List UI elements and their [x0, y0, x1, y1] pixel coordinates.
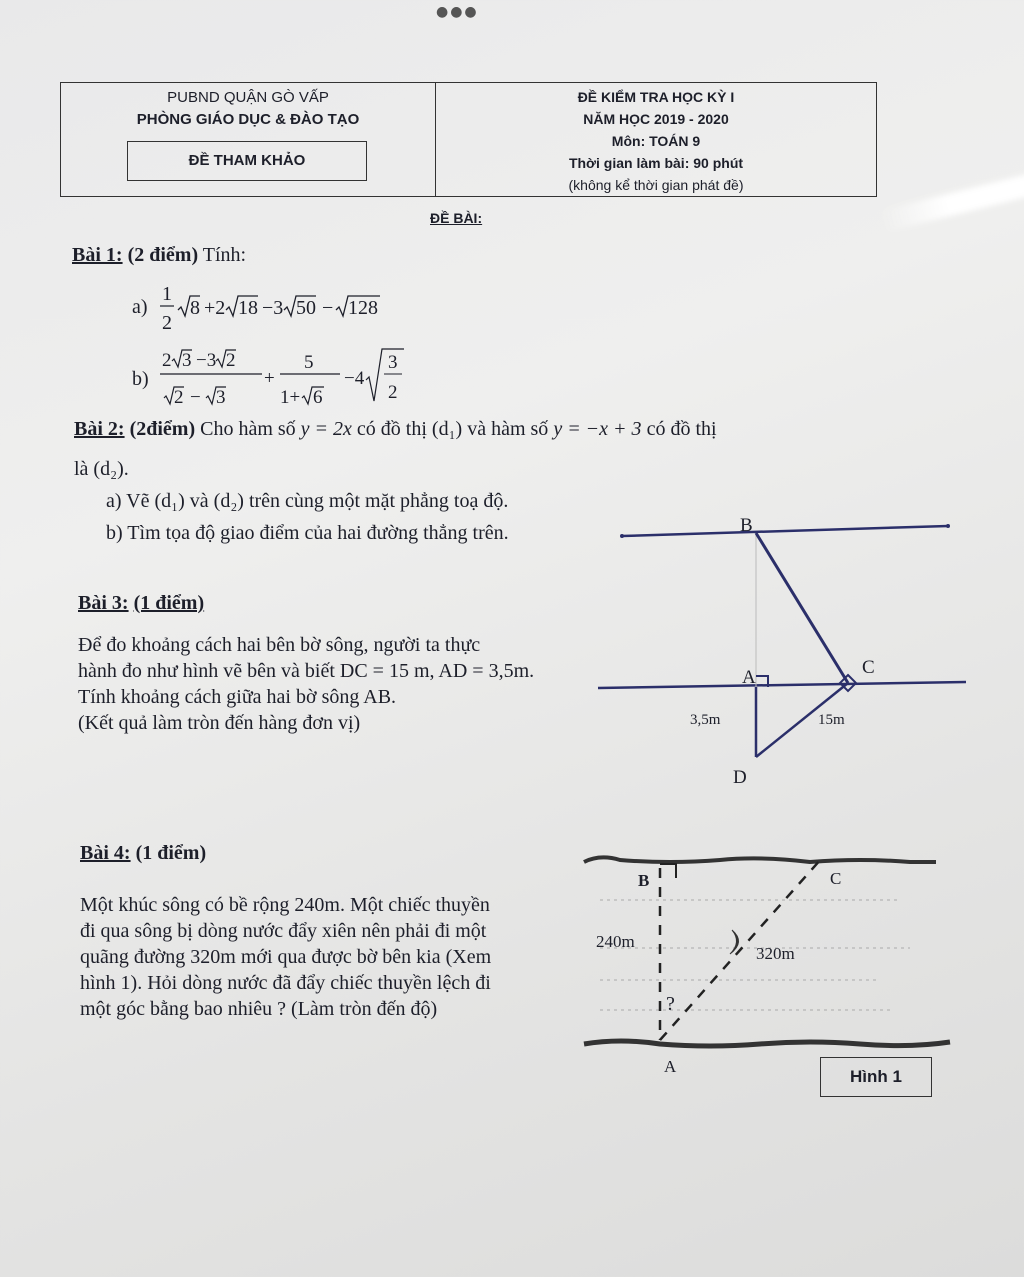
- district-name: PUBND QUẬN GÒ VẤP: [167, 89, 329, 106]
- svg-text:3: 3: [182, 350, 192, 371]
- svg-text:+: +: [264, 368, 275, 389]
- bai2-text3: có đồ thị: [646, 418, 717, 440]
- header-left: [61, 83, 436, 196]
- svg-text:2: 2: [226, 350, 236, 371]
- window-dots: ●●●: [436, 4, 479, 20]
- bai1-b-label: b): [132, 368, 149, 390]
- bai4-points: (1 điểm): [135, 842, 207, 864]
- bai1-b-expression: [160, 342, 420, 408]
- label-ad-length: 3,5m: [690, 712, 721, 728]
- svg-text:1+: 1+: [280, 387, 301, 408]
- section-heading: ĐỀ BÀI:: [430, 210, 483, 226]
- bai1-heading: [72, 244, 246, 267]
- svg-text:−3: −3: [262, 297, 284, 319]
- label-d: D: [733, 767, 747, 788]
- bai4-line3: quãng đường 320m mới qua được bờ bên kia (Xem: [80, 946, 492, 968]
- svg-text:−4: −4: [344, 368, 365, 389]
- label-distance: 320m: [756, 944, 795, 963]
- bai1-points: (2 điểm): [127, 244, 199, 266]
- svg-text:3: 3: [216, 387, 226, 408]
- svg-text:2: 2: [162, 350, 172, 371]
- bank-line-bottom: [598, 682, 966, 688]
- bai2-text2: có đồ thị (d₁) và hàm số: [356, 418, 549, 440]
- reference-badge: ĐỀ THAM KHẢO: [127, 141, 367, 181]
- label-a: A: [742, 667, 756, 688]
- svg-text:18: 18: [238, 297, 258, 319]
- subject: Môn: TOÁN 9: [611, 133, 701, 149]
- svg-text:−: −: [190, 387, 201, 408]
- svg-text:128: 128: [348, 297, 378, 319]
- bai3-line4: (Kết quả làm tròn đến hàng đơn vị): [78, 712, 361, 734]
- bai3-line2: hành đo như hình vẽ bên và biết DC = 15 m, AD = 3,5m.: [78, 660, 535, 682]
- label-a: A: [664, 1057, 677, 1076]
- bai3-line1: Để đo khoảng cách hai bên bờ sông, người ta thực: [78, 634, 481, 656]
- duration-note: (không kể thời gian phát đề): [568, 177, 744, 193]
- bank-line-top: [622, 526, 948, 536]
- bai4-heading: [80, 842, 206, 865]
- svg-text:2: 2: [174, 387, 184, 408]
- exam-header: [60, 82, 877, 197]
- bai2-function-1: y = 2x: [300, 418, 352, 440]
- bai4-line4: hình 1). Hỏi dòng nước đã đẩy chiếc thuyền lệch đi: [80, 972, 491, 994]
- school-year: NĂM HỌC 2019 - 2020: [583, 111, 729, 127]
- bai1-a-label: a): [132, 296, 148, 318]
- bai2-function-2: y = −x + 3: [553, 418, 642, 440]
- bai3-points: (1 điểm): [133, 592, 205, 614]
- segment-bc: [756, 533, 848, 683]
- right-angle-b: [660, 864, 676, 878]
- bai4-title: Bài 4:: [80, 842, 131, 864]
- label-b: B: [638, 871, 650, 890]
- department-name: PHÒNG GIÁO DỤC & ĐÀO TẠO: [136, 111, 360, 128]
- exam-title: ĐỀ KIỂM TRA HỌC KỲ I: [577, 89, 735, 105]
- bai2-part-a: a) Vẽ (d₁) và (d₂) trên cùng một mặt phẳng toạ độ.: [106, 490, 509, 512]
- figure-caption: Hình 1: [820, 1057, 932, 1097]
- svg-text:50: 50: [296, 297, 316, 319]
- bai2-part-b: b) Tìm tọa độ giao điểm của hai đường thẳng trên.: [106, 522, 509, 544]
- bai2-points: (2điểm): [129, 418, 196, 440]
- label-width: 240m: [596, 932, 635, 951]
- label-c: C: [862, 657, 875, 678]
- svg-text:5: 5: [304, 352, 314, 373]
- svg-text:3: 3: [388, 352, 398, 373]
- svg-text:8: 8: [190, 297, 200, 319]
- bai2-line1: [74, 418, 717, 441]
- angle-question: ?: [666, 993, 675, 1015]
- bai2-title: Bài 2:: [74, 418, 125, 440]
- bai2-text1: Cho hàm số: [200, 418, 296, 440]
- segment-ac: [660, 858, 822, 1040]
- bai1-title: Bài 1:: [72, 244, 123, 266]
- bai3-title: Bài 3:: [78, 592, 129, 614]
- bai4-line5: một góc bằng bao nhiêu ? (Làm tròn đến độ): [80, 998, 438, 1020]
- svg-text:1: 1: [162, 283, 172, 305]
- svg-text:−: −: [322, 297, 334, 319]
- riverbank-bottom: [584, 1041, 950, 1046]
- bai3-line3: Tính khoảng cách giữa hai bờ sông AB.: [78, 686, 397, 708]
- header-right: [436, 83, 876, 196]
- screen-glare: [880, 170, 1024, 232]
- bai2-line2: là (d₂).: [74, 458, 129, 480]
- label-b: B: [740, 515, 753, 536]
- label-c: C: [830, 869, 842, 888]
- svg-text:−3: −3: [196, 350, 217, 371]
- riverbank-top: [584, 857, 936, 862]
- bai1-prompt: Tính:: [202, 244, 247, 266]
- svg-text:+2: +2: [204, 297, 226, 319]
- bai1-a-expression: [158, 280, 428, 336]
- label-dc-length: 15m: [818, 712, 845, 728]
- bai3-figure: [590, 505, 980, 795]
- duration: Thời gian làm bài: 90 phút: [568, 155, 744, 171]
- bai4-line1: Một khúc sông có bề rộng 240m. Một chiếc thuyền: [80, 894, 490, 916]
- svg-text:2: 2: [388, 382, 398, 403]
- boat-icon: [730, 930, 739, 954]
- svg-text:2: 2: [162, 312, 172, 334]
- bai3-heading: [78, 592, 204, 615]
- bai4-figure: [580, 850, 960, 1080]
- bai4-line2: đi qua sông bị dòng nước đẩy xiên nên phải đi một: [80, 920, 487, 942]
- svg-text:6: 6: [313, 387, 323, 408]
